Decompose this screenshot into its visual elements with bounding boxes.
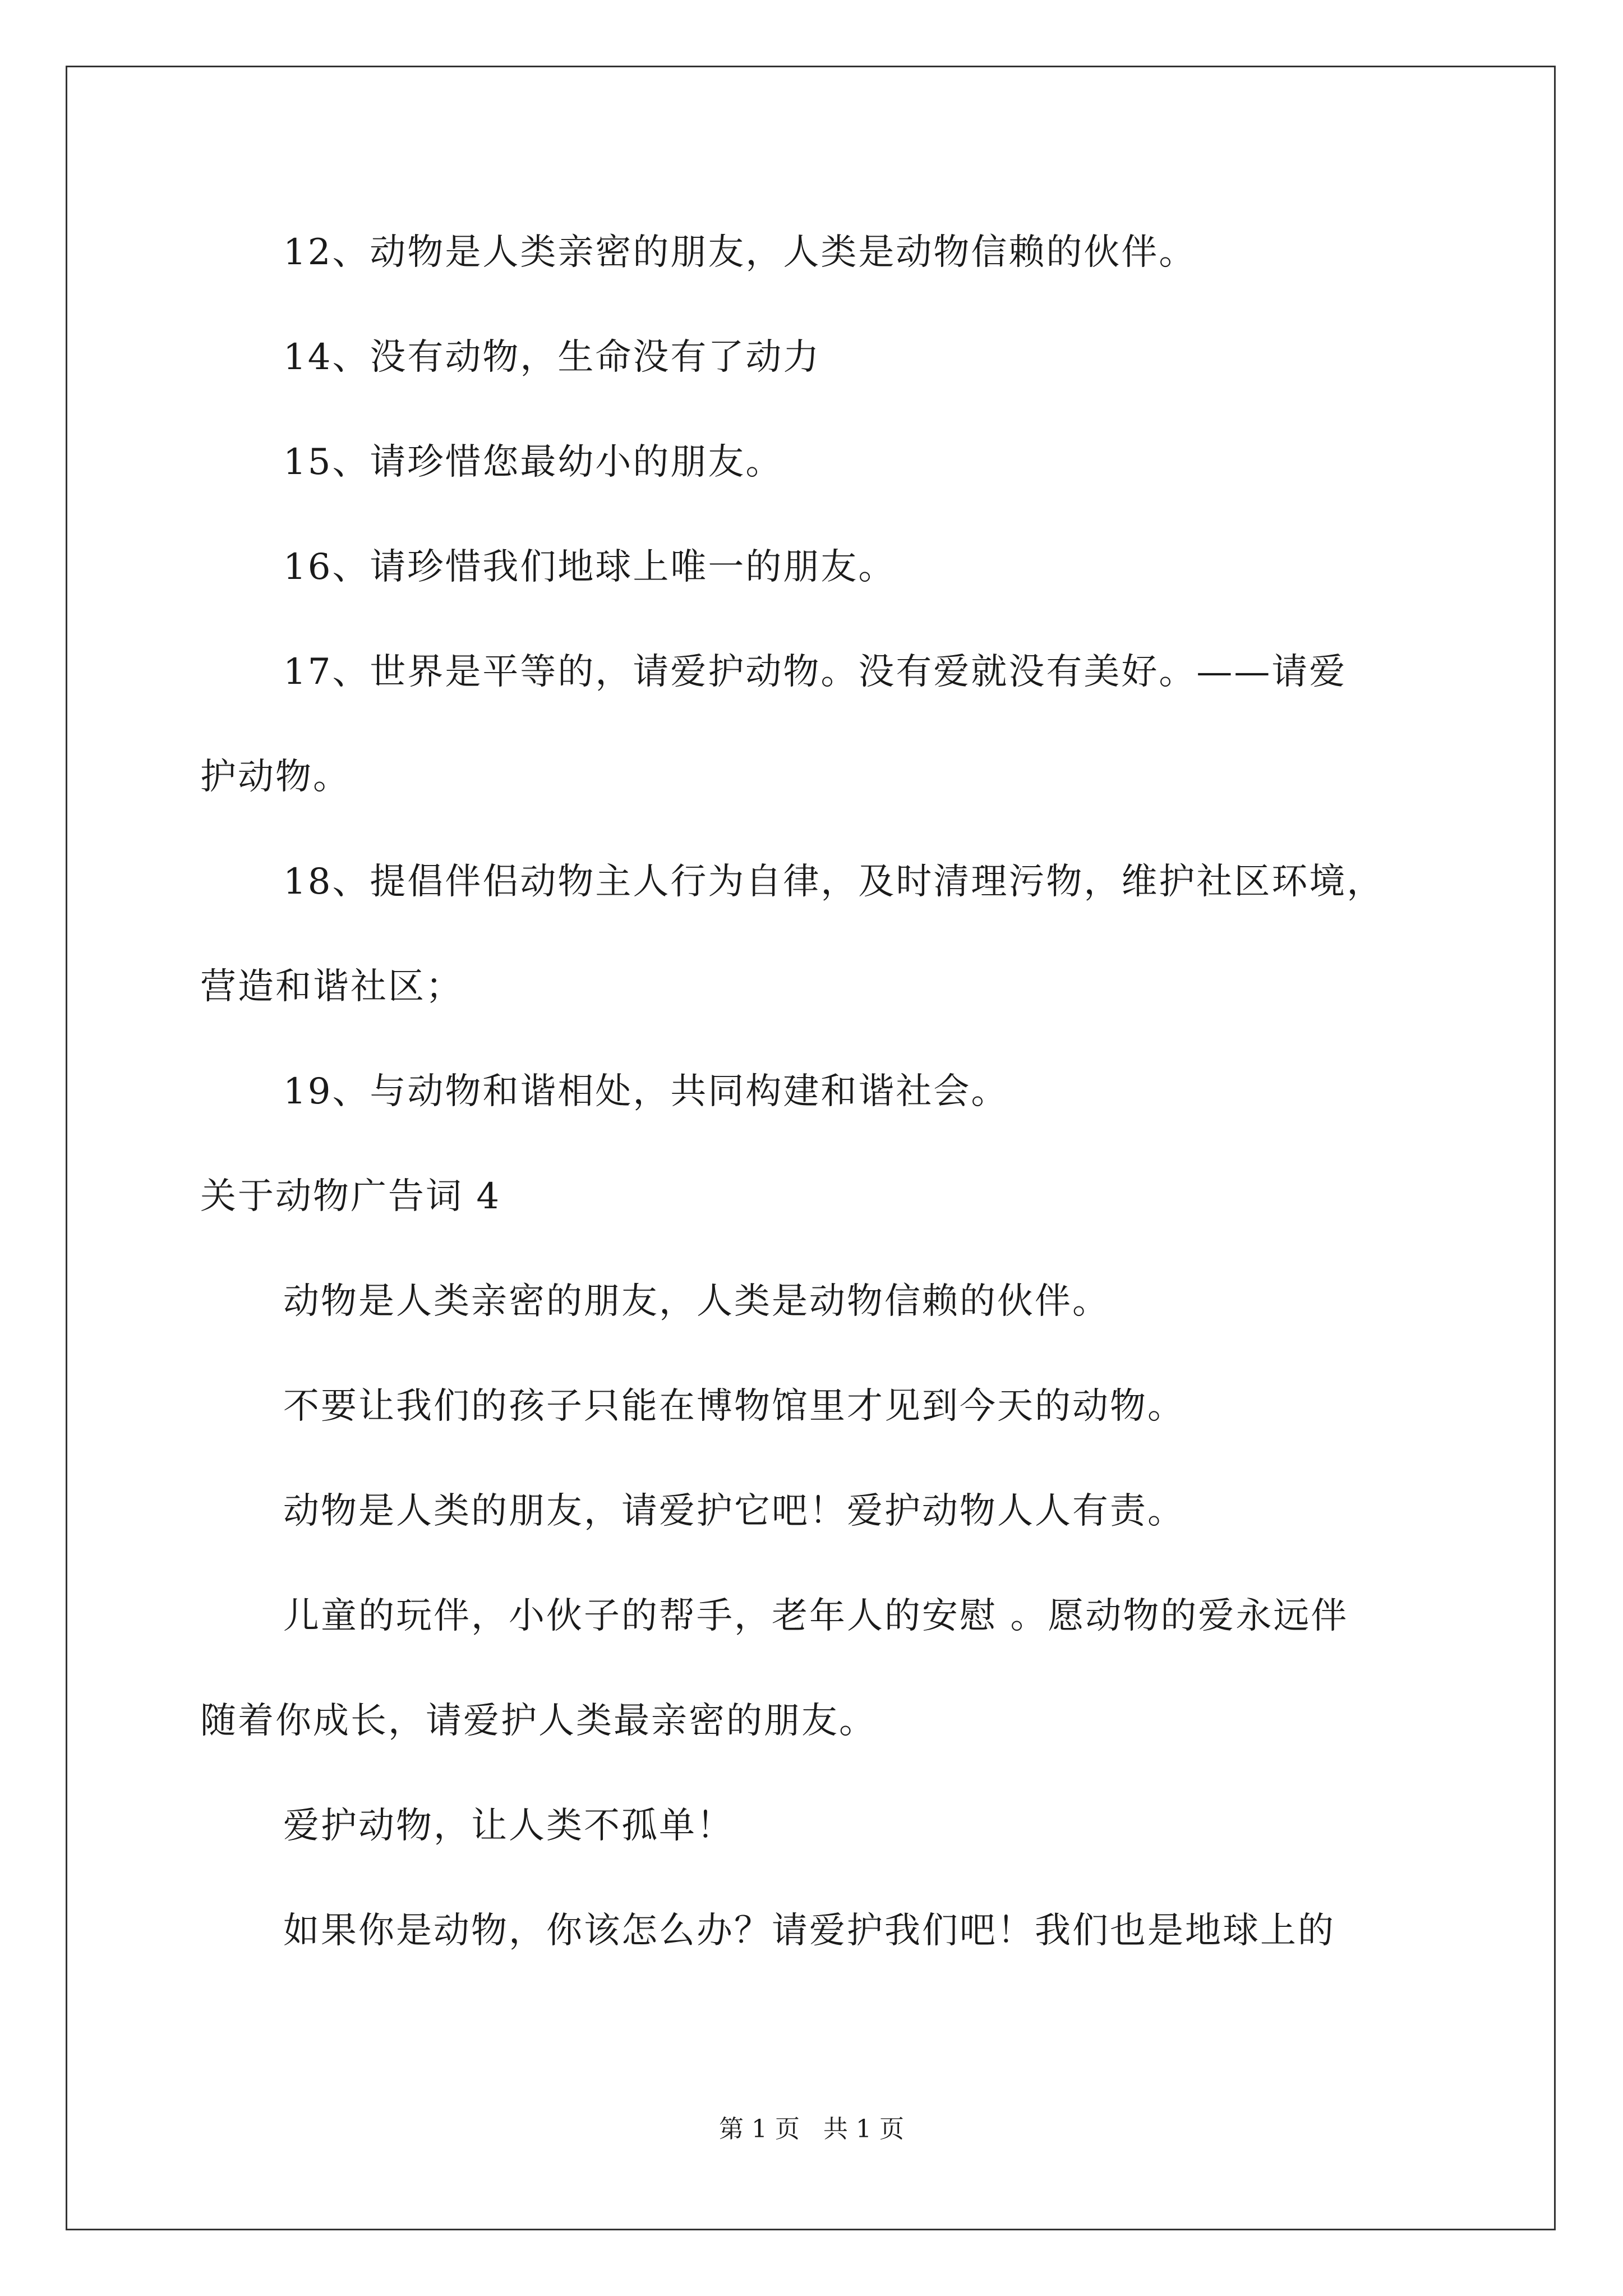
- section-heading: 关于动物广告词 4: [200, 1176, 501, 1217]
- paragraph-line: 14、没有动物，生命没有了动力: [283, 337, 821, 378]
- paragraph-line: 营造和谐社区；: [200, 966, 463, 1007]
- paragraph-line: 17、世界是平等的，请爱护动物。没有爱就没有美好。——请爱: [283, 651, 1347, 693]
- paragraph-line: 儿童的玩伴，小伙子的帮手，老年人的安慰 。愿动物的爱永远伴: [283, 1595, 1349, 1637]
- paragraph-line: 动物是人类的朋友，请爱护它吧！爱护动物人人有责。: [283, 1490, 1185, 1532]
- paragraph-line: 护动物。: [200, 756, 351, 798]
- paragraph-line: 随着你成长，请爱护人类最亲密的朋友。: [200, 1700, 877, 1742]
- paragraph-line: 12、动物是人类亲密的朋友，人类是动物信赖的伙伴。: [283, 232, 1197, 273]
- paragraph-line: 如果你是动物，你该怎么办？请爱护我们吧！我们也是地球上的: [283, 1910, 1335, 1952]
- paragraph-line: 爱护动物，让人类不孤单！: [283, 1805, 734, 1847]
- paragraph-line: 18、提倡伴侣动物主人行为自律，及时清理污物，维护社区环境，: [283, 861, 1385, 903]
- page-footer: 第 1 页 共 1 页: [719, 2115, 904, 2143]
- paragraph-line: 19、与动物和谐相处，共同构建和谐社会。: [283, 1071, 1009, 1112]
- paragraph-line: 动物是人类亲密的朋友，人类是动物信赖的伙伴。: [283, 1281, 1110, 1322]
- paragraph-line: 不要让我们的孩子只能在博物馆里才见到今天的动物。: [283, 1386, 1185, 1427]
- paragraph-line: 16、请珍惜我们地球上唯一的朋友。: [283, 546, 896, 588]
- page-border: [66, 66, 1556, 2230]
- paragraph-line: 15、请珍惜您最幼小的朋友。: [283, 441, 783, 483]
